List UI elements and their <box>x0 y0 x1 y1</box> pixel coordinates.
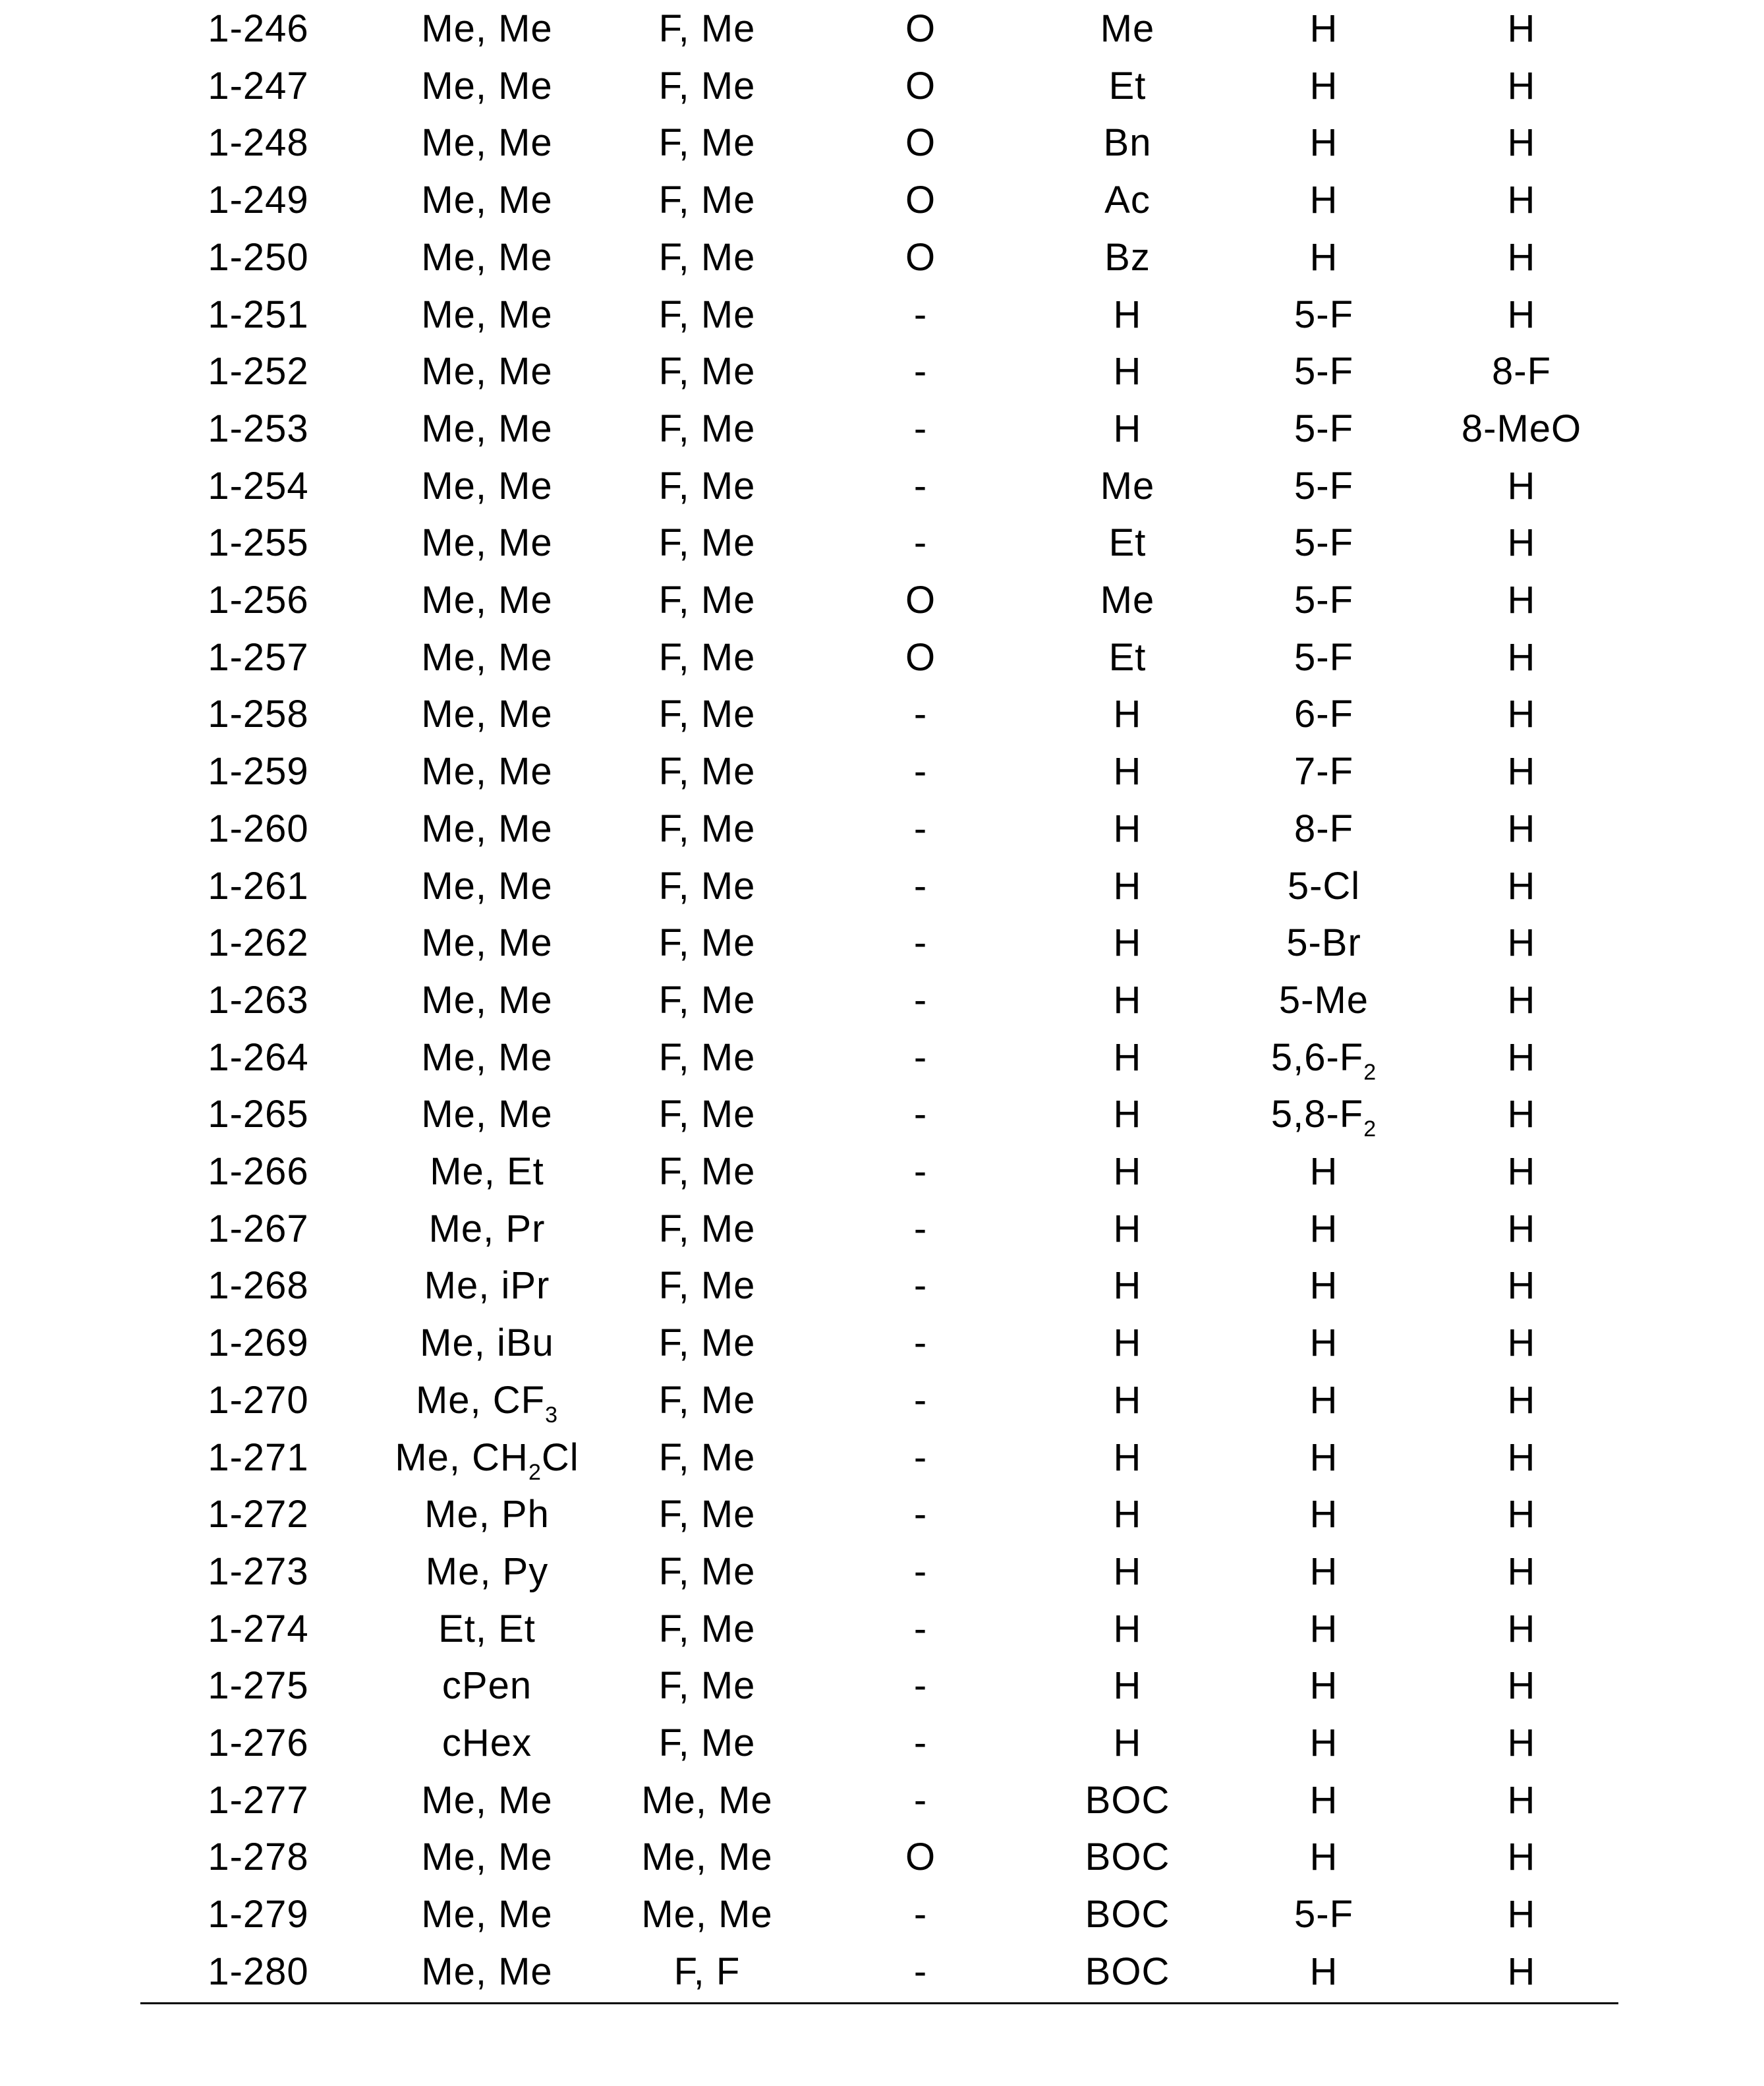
cell-compound-no: 1-262 <box>208 915 308 971</box>
cell-substituent-r: H <box>1114 1486 1142 1543</box>
cell-substituent-ring: 8-F <box>1294 801 1353 857</box>
cell-substituent-r: H <box>1114 1430 1142 1486</box>
table-row <box>0 1086 1764 1143</box>
cell-compound-no: 1-260 <box>208 801 308 857</box>
cell-substituent-b: F, Me <box>659 1086 756 1143</box>
cell-substituent-ring: H <box>1310 1772 1338 1829</box>
cell-substituent-ring: H <box>1310 1486 1338 1543</box>
cell-substituent-x: - <box>914 287 927 343</box>
cell-substituent-x: - <box>914 1086 927 1143</box>
table-row <box>0 401 1764 457</box>
cell-substituent-b: Me, Me <box>641 1886 772 1943</box>
cell-substituent-x: - <box>914 458 927 515</box>
cell-substituent-b: F, Me <box>659 115 756 171</box>
table-row <box>0 1 1764 57</box>
cell-compound-no: 1-247 <box>208 58 308 115</box>
cell-compound-no: 1-278 <box>208 1829 308 1886</box>
cell-substituent-b: F, Me <box>659 572 756 629</box>
cell-substituent-a: Me, Me <box>421 915 552 971</box>
cell-substituent-b: F, Me <box>659 1372 756 1429</box>
cell-substituent-b: F, Me <box>659 1430 756 1486</box>
cell-substituent-y: H <box>1508 1029 1536 1086</box>
cell-substituent-r: H <box>1114 1315 1142 1372</box>
cell-substituent-r: H <box>1114 972 1142 1029</box>
cell-substituent-a: Me, Pr <box>429 1201 546 1258</box>
cell-substituent-ring: 5-Cl <box>1288 858 1360 915</box>
cell-substituent-ring: 5,6-F2 <box>1271 1029 1377 1086</box>
cell-compound-no: 1-248 <box>208 115 308 171</box>
cell-substituent-y: H <box>1508 58 1536 115</box>
cell-substituent-a: Me, Me <box>421 1029 552 1086</box>
cell-substituent-b: F, F <box>674 1944 741 2000</box>
cell-substituent-a: Et, Et <box>438 1601 536 1658</box>
cell-substituent-r: H <box>1114 287 1142 343</box>
table-row <box>0 58 1764 115</box>
cell-substituent-x: - <box>914 858 927 915</box>
cell-substituent-a: Me, Me <box>421 401 552 457</box>
table-row <box>0 343 1764 400</box>
cell-substituent-x: - <box>914 401 927 457</box>
cell-substituent-b: F, Me <box>659 1544 756 1600</box>
cell-compound-no: 1-259 <box>208 743 308 800</box>
table-row <box>0 629 1764 686</box>
cell-substituent-x: O <box>905 1829 936 1886</box>
cell-substituent-r: Me <box>1100 458 1155 515</box>
cell-substituent-ring: H <box>1310 1201 1338 1258</box>
cell-substituent-r: H <box>1114 858 1142 915</box>
cell-substituent-a: cPen <box>442 1658 532 1714</box>
cell-compound-no: 1-253 <box>208 401 308 457</box>
cell-compound-no: 1-256 <box>208 572 308 629</box>
cell-substituent-r: H <box>1114 1372 1142 1429</box>
cell-substituent-ring: H <box>1310 1544 1338 1600</box>
cell-substituent-y: H <box>1508 458 1536 515</box>
cell-compound-no: 1-252 <box>208 343 308 400</box>
cell-substituent-ring: 5-F <box>1294 401 1353 457</box>
cell-substituent-ring: H <box>1310 1372 1338 1429</box>
cell-substituent-r: H <box>1114 686 1142 743</box>
cell-substituent-r: H <box>1114 1144 1142 1200</box>
cell-substituent-y: H <box>1508 1486 1536 1543</box>
table-row <box>0 1544 1764 1600</box>
cell-substituent-r: H <box>1114 1258 1142 1314</box>
cell-substituent-x: O <box>905 572 936 629</box>
cell-substituent-r: H <box>1114 401 1142 457</box>
cell-substituent-b: F, Me <box>659 1258 756 1314</box>
cell-substituent-r: Et <box>1109 58 1147 115</box>
cell-substituent-y: H <box>1508 1315 1536 1372</box>
cell-substituent-y: 8-F <box>1492 343 1551 400</box>
cell-substituent-ring: H <box>1310 1430 1338 1486</box>
cell-compound-no: 1-277 <box>208 1772 308 1829</box>
cell-substituent-y: H <box>1508 1372 1536 1429</box>
cell-substituent-x: - <box>914 1258 927 1314</box>
table-bottom-rule <box>140 2002 1618 2004</box>
cell-substituent-r: H <box>1114 915 1142 971</box>
cell-compound-no: 1-251 <box>208 287 308 343</box>
cell-substituent-b: F, Me <box>659 743 756 800</box>
cell-substituent-x: - <box>914 1486 927 1543</box>
cell-substituent-y: H <box>1508 1772 1536 1829</box>
cell-substituent-ring: H <box>1310 1944 1338 2000</box>
cell-substituent-x: O <box>905 172 936 229</box>
cell-substituent-y: H <box>1508 115 1536 171</box>
table-row <box>0 1772 1764 1829</box>
cell-substituent-a: Me, Me <box>421 172 552 229</box>
cell-substituent-ring: H <box>1310 115 1338 171</box>
cell-substituent-b: F, Me <box>659 172 756 229</box>
table-row <box>0 1201 1764 1258</box>
cell-substituent-r: Me <box>1100 572 1155 629</box>
cell-substituent-ring: H <box>1310 172 1338 229</box>
cell-substituent-b: F, Me <box>659 458 756 515</box>
table-row <box>0 1486 1764 1543</box>
cell-compound-no: 1-268 <box>208 1258 308 1314</box>
cell-substituent-b: F, Me <box>659 229 756 286</box>
cell-substituent-a: Me, CF3 <box>416 1372 558 1429</box>
cell-substituent-b: F, Me <box>659 1029 756 1086</box>
cell-substituent-ring: H <box>1310 1258 1338 1314</box>
cell-substituent-b: Me, Me <box>641 1772 772 1829</box>
cell-substituent-y: H <box>1508 1658 1536 1714</box>
cell-substituent-y: H <box>1508 915 1536 971</box>
table-row <box>0 1315 1764 1372</box>
cell-substituent-b: F, Me <box>659 287 756 343</box>
table-row <box>0 1658 1764 1714</box>
cell-substituent-b: F, Me <box>659 972 756 1029</box>
table-row <box>0 515 1764 571</box>
cell-substituent-x: - <box>914 1772 927 1829</box>
cell-substituent-r: BOC <box>1085 1944 1170 2000</box>
cell-compound-no: 1-279 <box>208 1886 308 1943</box>
cell-substituent-b: F, Me <box>659 1715 756 1772</box>
cell-substituent-y: H <box>1508 515 1536 571</box>
cell-substituent-y: H <box>1508 1258 1536 1314</box>
cell-substituent-x: - <box>914 1658 927 1714</box>
cell-substituent-a: Me, Me <box>421 115 552 171</box>
table-row <box>0 115 1764 171</box>
cell-substituent-ring: 5-F <box>1294 629 1353 686</box>
cell-substituent-a: Me, Me <box>421 972 552 1029</box>
cell-compound-no: 1-255 <box>208 515 308 571</box>
cell-substituent-x: - <box>914 1144 927 1200</box>
cell-substituent-r: H <box>1114 743 1142 800</box>
cell-substituent-r: H <box>1114 1658 1142 1714</box>
cell-substituent-b: F, Me <box>659 515 756 571</box>
cell-substituent-r: H <box>1114 1544 1142 1600</box>
cell-compound-no: 1-280 <box>208 1944 308 2000</box>
cell-substituent-y: H <box>1508 1086 1536 1143</box>
cell-substituent-y: H <box>1508 1544 1536 1600</box>
cell-substituent-a: Me, Me <box>421 743 552 800</box>
cell-substituent-ring: 5-F <box>1294 458 1353 515</box>
cell-substituent-y: H <box>1508 743 1536 800</box>
cell-substituent-x: - <box>914 1601 927 1658</box>
cell-substituent-x: O <box>905 229 936 286</box>
cell-substituent-b: F, Me <box>659 58 756 115</box>
cell-compound-no: 1-271 <box>208 1430 308 1486</box>
cell-compound-no: 1-264 <box>208 1029 308 1086</box>
cell-substituent-ring: 5-F <box>1294 572 1353 629</box>
cell-compound-no: 1-269 <box>208 1315 308 1372</box>
cell-substituent-b: F, Me <box>659 858 756 915</box>
cell-substituent-a: Me, Py <box>426 1544 549 1600</box>
cell-substituent-r: Me <box>1100 1 1155 57</box>
cell-substituent-ring: H <box>1310 1658 1338 1714</box>
table-row <box>0 801 1764 857</box>
cell-substituent-y: H <box>1508 1201 1536 1258</box>
cell-substituent-ring: H <box>1310 1715 1338 1772</box>
table-row <box>0 172 1764 229</box>
cell-substituent-x: - <box>914 515 927 571</box>
cell-substituent-a: Me, Me <box>421 1944 552 2000</box>
cell-substituent-ring: H <box>1310 229 1338 286</box>
cell-substituent-b: F, Me <box>659 1486 756 1543</box>
cell-substituent-ring: 5-Me <box>1279 972 1369 1029</box>
cell-substituent-ring: 5-F <box>1294 515 1353 571</box>
cell-substituent-b: Me, Me <box>641 1829 772 1886</box>
cell-substituent-x: - <box>914 343 927 400</box>
cell-substituent-y: H <box>1508 1144 1536 1200</box>
cell-substituent-b: F, Me <box>659 1658 756 1714</box>
table-row <box>0 572 1764 629</box>
cell-substituent-r: Et <box>1109 515 1147 571</box>
cell-substituent-y: H <box>1508 1601 1536 1658</box>
table-row <box>0 1372 1764 1429</box>
cell-substituent-y: 8-MeO <box>1462 401 1581 457</box>
cell-substituent-x: - <box>914 1315 927 1372</box>
cell-substituent-ring: H <box>1310 1144 1338 1200</box>
table-row <box>0 1601 1764 1658</box>
cell-substituent-x: - <box>914 1430 927 1486</box>
cell-substituent-a: Me, Me <box>421 801 552 857</box>
cell-substituent-x: - <box>914 1715 927 1772</box>
cell-substituent-a: Me, Me <box>421 343 552 400</box>
cell-substituent-a: Me, Me <box>421 458 552 515</box>
cell-compound-no: 1-274 <box>208 1601 308 1658</box>
cell-compound-no: 1-272 <box>208 1486 308 1543</box>
cell-substituent-y: H <box>1508 629 1536 686</box>
cell-substituent-y: H <box>1508 1944 1536 2000</box>
cell-substituent-a: Me, Me <box>421 1 552 57</box>
cell-compound-no: 1-258 <box>208 686 308 743</box>
cell-substituent-b: F, Me <box>659 686 756 743</box>
table-row <box>0 1258 1764 1314</box>
table-row <box>0 229 1764 286</box>
cell-substituent-r: H <box>1114 343 1142 400</box>
cell-substituent-a: Me, Me <box>421 629 552 686</box>
table-row <box>0 686 1764 743</box>
cell-substituent-a: Me, Me <box>421 858 552 915</box>
cell-substituent-r: H <box>1114 1715 1142 1772</box>
cell-compound-no: 1-275 <box>208 1658 308 1714</box>
cell-substituent-y: H <box>1508 1 1536 57</box>
cell-substituent-b: F, Me <box>659 1601 756 1658</box>
cell-substituent-ring: 7-F <box>1294 743 1353 800</box>
cell-substituent-x: - <box>914 1372 927 1429</box>
cell-substituent-b: F, Me <box>659 1 756 57</box>
cell-substituent-a: Me, Me <box>421 515 552 571</box>
cell-substituent-x: O <box>905 58 936 115</box>
cell-substituent-a: Me, iPr <box>424 1258 550 1314</box>
cell-substituent-b: F, Me <box>659 401 756 457</box>
cell-substituent-ring: 6-F <box>1294 686 1353 743</box>
cell-substituent-a: Me, Me <box>421 229 552 286</box>
cell-substituent-ring: H <box>1310 1601 1338 1658</box>
cell-substituent-y: H <box>1508 1829 1536 1886</box>
cell-substituent-b: F, Me <box>659 801 756 857</box>
cell-substituent-b: F, Me <box>659 1315 756 1372</box>
cell-substituent-r: Et <box>1109 629 1147 686</box>
cell-substituent-ring: H <box>1310 1829 1338 1886</box>
cell-substituent-y: H <box>1508 287 1536 343</box>
cell-substituent-x: - <box>914 972 927 1029</box>
cell-substituent-y: H <box>1508 1715 1536 1772</box>
cell-substituent-ring: H <box>1310 1315 1338 1372</box>
table-row <box>0 915 1764 971</box>
cell-substituent-x: - <box>914 686 927 743</box>
table-row <box>0 458 1764 515</box>
cell-substituent-a: Me, Me <box>421 1086 552 1143</box>
cell-substituent-x: O <box>905 115 936 171</box>
cell-substituent-a: Me, Me <box>421 1829 552 1886</box>
cell-substituent-x: - <box>914 1886 927 1943</box>
table-row <box>0 1144 1764 1200</box>
table-row <box>0 1029 1764 1086</box>
cell-compound-no: 1-267 <box>208 1201 308 1258</box>
cell-substituent-x: - <box>914 1544 927 1600</box>
cell-compound-no: 1-266 <box>208 1144 308 1200</box>
cell-substituent-y: H <box>1508 572 1536 629</box>
cell-substituent-b: F, Me <box>659 915 756 971</box>
cell-substituent-ring: 5-F <box>1294 343 1353 400</box>
cell-substituent-a: Me, iBu <box>420 1315 554 1372</box>
cell-substituent-a: cHex <box>442 1715 532 1772</box>
cell-compound-no: 1-273 <box>208 1544 308 1600</box>
cell-substituent-a: Me, Et <box>430 1144 544 1200</box>
cell-substituent-b: F, Me <box>659 1201 756 1258</box>
cell-substituent-ring: 5-Br <box>1286 915 1361 971</box>
cell-substituent-a: Me, Ph <box>424 1486 550 1543</box>
cell-substituent-a: Me, Me <box>421 1886 552 1943</box>
cell-substituent-y: H <box>1508 686 1536 743</box>
table-row <box>0 1944 1764 2000</box>
cell-compound-no: 1-249 <box>208 172 308 229</box>
cell-substituent-r: BOC <box>1085 1886 1170 1943</box>
cell-substituent-r: H <box>1114 1086 1142 1143</box>
cell-substituent-ring: H <box>1310 58 1338 115</box>
cell-substituent-a: Me, Me <box>421 1772 552 1829</box>
cell-substituent-r: H <box>1114 1201 1142 1258</box>
cell-substituent-y: H <box>1508 1430 1536 1486</box>
cell-substituent-r: BOC <box>1085 1772 1170 1829</box>
cell-compound-no: 1-270 <box>208 1372 308 1429</box>
cell-substituent-x: O <box>905 629 936 686</box>
table-row <box>0 287 1764 343</box>
table-row <box>0 1715 1764 1772</box>
cell-substituent-r: Ac <box>1104 172 1151 229</box>
cell-substituent-x: - <box>914 1201 927 1258</box>
cell-substituent-a: Me, Me <box>421 572 552 629</box>
cell-substituent-ring: H <box>1310 1 1338 57</box>
cell-substituent-x: - <box>914 801 927 857</box>
cell-substituent-r: BOC <box>1085 1829 1170 1886</box>
cell-compound-no: 1-261 <box>208 858 308 915</box>
cell-substituent-y: H <box>1508 229 1536 286</box>
cell-substituent-ring: 5-F <box>1294 287 1353 343</box>
table-row <box>0 1430 1764 1486</box>
cell-substituent-r: H <box>1114 801 1142 857</box>
cell-compound-no: 1-250 <box>208 229 308 286</box>
cell-substituent-b: F, Me <box>659 1144 756 1200</box>
cell-substituent-a: Me, Me <box>421 686 552 743</box>
cell-substituent-x: - <box>914 1029 927 1086</box>
table-row <box>0 858 1764 915</box>
cell-substituent-b: F, Me <box>659 629 756 686</box>
cell-substituent-ring: 5,8-F2 <box>1271 1086 1377 1143</box>
cell-substituent-y: H <box>1508 858 1536 915</box>
cell-substituent-x: - <box>914 915 927 971</box>
cell-substituent-x: - <box>914 743 927 800</box>
cell-substituent-ring: 5-F <box>1294 1886 1353 1943</box>
cell-substituent-r: H <box>1114 1029 1142 1086</box>
cell-compound-no: 1-246 <box>208 1 308 57</box>
table-row <box>0 1886 1764 1943</box>
cell-compound-no: 1-265 <box>208 1086 308 1143</box>
cell-substituent-a: Me, Me <box>421 287 552 343</box>
cell-compound-no: 1-263 <box>208 972 308 1029</box>
cell-substituent-y: H <box>1508 1886 1536 1943</box>
cell-substituent-y: H <box>1508 172 1536 229</box>
cell-substituent-r: Bz <box>1104 229 1151 286</box>
table-row <box>0 1829 1764 1886</box>
cell-substituent-x: - <box>914 1944 927 2000</box>
cell-substituent-y: H <box>1508 972 1536 1029</box>
cell-substituent-b: F, Me <box>659 343 756 400</box>
table-row <box>0 972 1764 1029</box>
table-row <box>0 743 1764 800</box>
cell-substituent-r: H <box>1114 1601 1142 1658</box>
cell-substituent-x: O <box>905 1 936 57</box>
cell-compound-no: 1-254 <box>208 458 308 515</box>
cell-substituent-y: H <box>1508 801 1536 857</box>
cell-substituent-a: Me, Me <box>421 58 552 115</box>
cell-substituent-r: Bn <box>1104 115 1152 171</box>
cell-substituent-a: Me, CH2Cl <box>395 1430 579 1486</box>
cell-compound-no: 1-257 <box>208 629 308 686</box>
cell-compound-no: 1-276 <box>208 1715 308 1772</box>
